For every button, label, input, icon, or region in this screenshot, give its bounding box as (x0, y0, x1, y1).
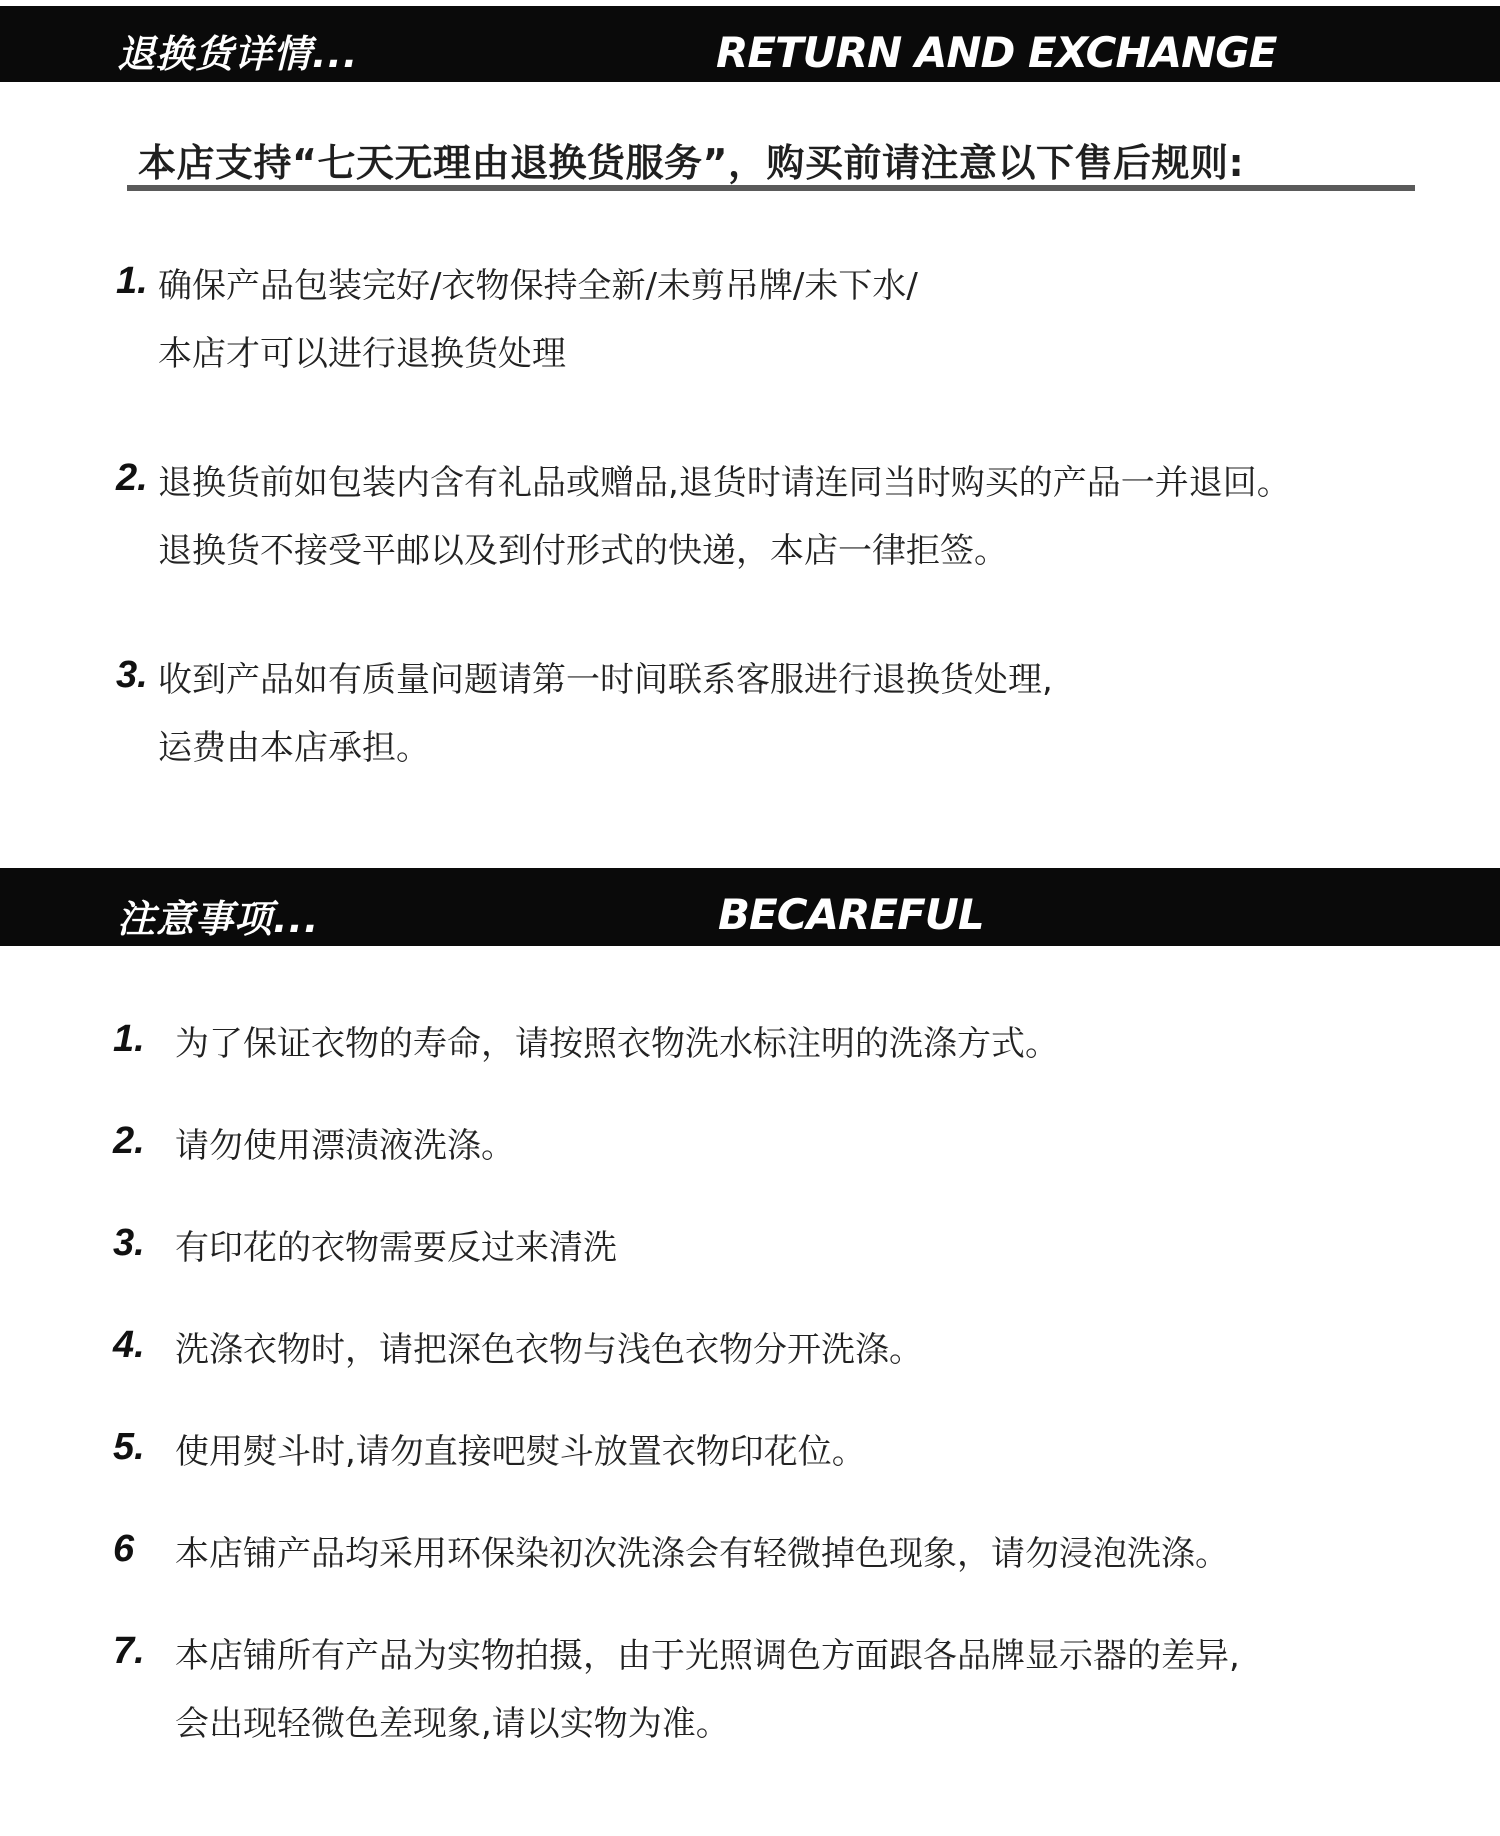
note-text-line: 使用熨斗时,请勿直接吧熨斗放置衣物印花位。 (175, 1432, 866, 1472)
return-title-cn: 退换货详情... (117, 32, 359, 76)
rule-text-line: 退换货前如包装内含有礼品或赠品,退货时请连同当时购买的产品一并退回。 (158, 463, 1291, 503)
note-number: 4. (113, 1324, 145, 1366)
rule-text-line: 确保产品包装完好/衣物保持全新/未剪吊牌/未下水/ (158, 266, 918, 306)
be-careful-header (0, 868, 1500, 946)
careful-title-en: BECAREFUL (718, 890, 984, 939)
note-number: 3. (113, 1222, 145, 1264)
rule-text-line: 运费由本店承担。 (158, 728, 430, 768)
note-number: 5. (113, 1426, 145, 1468)
return-title-en: RETURN AND EXCHANGE (716, 28, 1277, 77)
notice-underline (127, 185, 1415, 191)
rule-text-line: 收到产品如有质量问题请第一时间联系客服进行退换货处理, (158, 660, 1053, 700)
seven-day-return-notice: 本店支持“七天无理由退换货服务”，购买前请注意以下售后规则: (138, 141, 1245, 185)
note-text-line: 请勿使用漂渍液洗涤。 (175, 1126, 515, 1166)
rule-number: 3. (116, 654, 148, 696)
note-text-line: 本店铺所有产品为实物拍摄，由于光照调色方面跟各品牌显示器的差异, (175, 1636, 1240, 1676)
note-text-line: 为了保证衣物的寿命，请按照衣物洗水标注明的洗涤方式。 (175, 1024, 1059, 1064)
rule-text-line: 本店才可以进行退换货处理 (158, 334, 566, 374)
return-exchange-header (0, 6, 1500, 82)
note-text-line: 有印花的衣物需要反过来清洗 (175, 1228, 617, 1268)
rule-number: 1. (116, 260, 148, 302)
note-text-line: 本店铺产品均采用环保染初次洗涤会有轻微掉色现象，请勿浸泡洗涤。 (175, 1534, 1229, 1574)
rule-number: 2. (116, 457, 148, 499)
note-text-line: 洗涤衣物时，请把深色衣物与浅色衣物分开洗涤。 (175, 1330, 923, 1370)
rule-text-line: 退换货不接受平邮以及到付形式的快递，本店一律拒签。 (158, 531, 1008, 571)
note-number: 1. (113, 1018, 145, 1060)
note-number: 7. (113, 1630, 145, 1672)
note-text-line: 会出现轻微色差现象,请以实物为准。 (175, 1704, 730, 1744)
note-number: 2. (113, 1120, 145, 1162)
careful-title-cn: 注意事项... (117, 897, 320, 941)
note-number: 6 (113, 1528, 135, 1570)
